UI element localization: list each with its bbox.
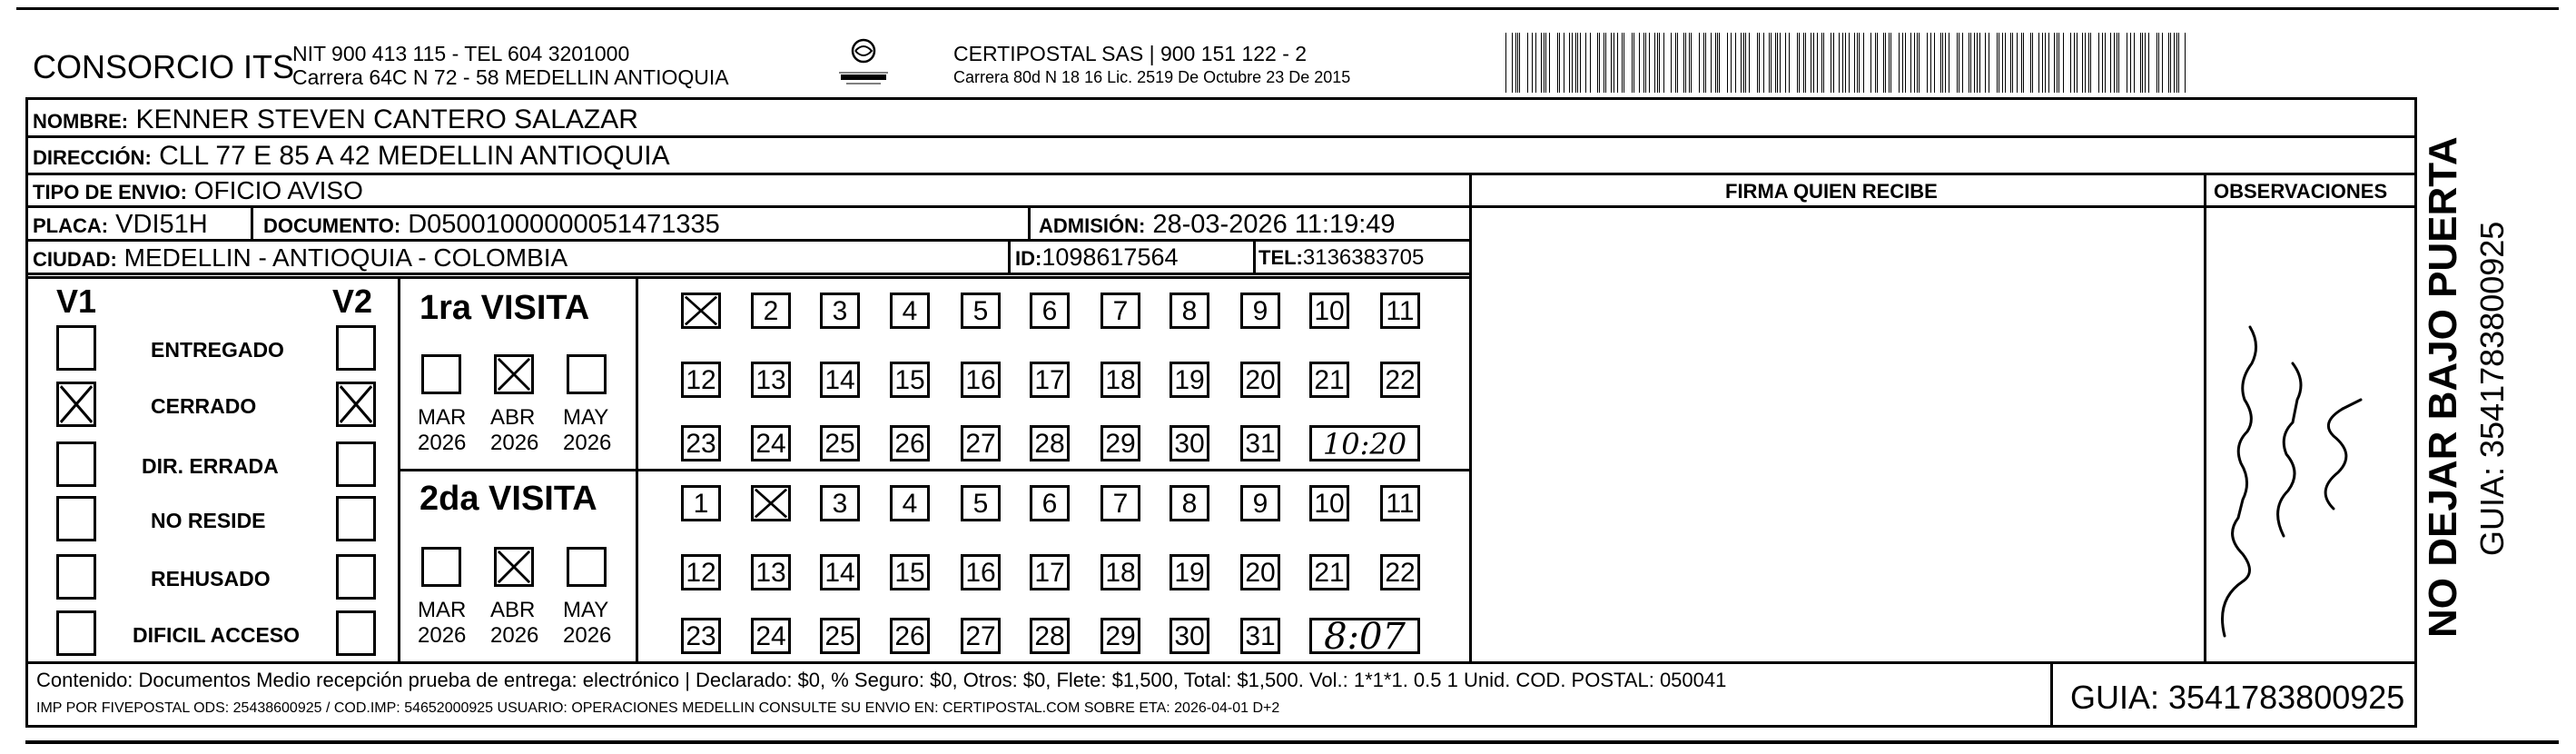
month-checkbox[interactable] [567, 547, 607, 587]
day-box[interactable]: 31 [1240, 618, 1280, 654]
day-box[interactable]: 21 [1309, 554, 1349, 590]
day-box[interactable]: 6 [1030, 485, 1070, 521]
day-box[interactable]: 20 [1240, 362, 1280, 398]
day-box[interactable]: 19 [1170, 362, 1209, 398]
day-box[interactable] [751, 485, 791, 521]
id-field [1015, 245, 1179, 270]
nombre-field [33, 106, 638, 134]
documento-field [263, 212, 720, 238]
id-value: 1098617564 [1041, 243, 1179, 271]
day-box[interactable]: 5 [961, 485, 1001, 521]
v2-checkbox[interactable] [336, 496, 376, 541]
month-label: MAR [418, 405, 467, 430]
day-box[interactable]: 17 [1030, 362, 1070, 398]
day-box[interactable]: 30 [1170, 618, 1209, 654]
day-box[interactable]: 28 [1030, 618, 1070, 654]
row-divider [25, 661, 2417, 664]
day-box[interactable]: 24 [751, 618, 791, 654]
signature-area[interactable] [1472, 208, 2204, 661]
cell-divider [2050, 661, 2053, 728]
cell-divider [1028, 205, 1031, 239]
day-box[interactable]: 11 [1380, 293, 1420, 329]
day-box[interactable]: 25 [820, 425, 860, 461]
visit-1-title: 1ra VISITA [419, 289, 590, 327]
month-label: ABR [490, 598, 536, 622]
day-box[interactable]: 26 [890, 618, 930, 654]
day-box[interactable]: 22 [1380, 362, 1420, 398]
day-box[interactable]: 3 [820, 485, 860, 521]
day-box[interactable]: 6 [1030, 293, 1070, 329]
no-dejar-warning: NO DEJAR BAJO PUERTA [2421, 136, 2465, 638]
footer-contenido: Contenido: Documentos Medio recepción prueba de entrega: electrónico | Declarado: $0, % Seguro: $0, Otros: $0, Flete: $1,500, Total: $1,500. Vol.: 1*1*1. 0.5 1 Unid. COD. POSTAL: 050041 [36, 669, 1727, 691]
v2-checkbox[interactable] [336, 554, 376, 600]
cell-divider [1253, 239, 1256, 273]
month-label: MAR [418, 598, 467, 622]
day-box[interactable]: 7 [1100, 293, 1140, 329]
v1-checkbox[interactable] [56, 325, 96, 371]
day-box[interactable]: 21 [1309, 362, 1349, 398]
certipostal-logo-icon [834, 36, 893, 87]
bottom-rule [25, 740, 2559, 744]
day-box[interactable]: 15 [890, 362, 930, 398]
v1-header: V1 [56, 283, 97, 320]
row-divider [25, 205, 1472, 208]
ciudad-value: MEDELLIN - ANTIOQUIA - COLOMBIA [123, 243, 568, 272]
placa-value: VDI51H [115, 210, 208, 239]
certipostal-address: Carrera 80d N 18 16 Lic. 2519 De Octubre 23 De 2015 [953, 68, 1351, 86]
day-box[interactable]: 27 [961, 425, 1001, 461]
certipostal-line: CERTIPOSTAL SAS | 900 151 122 - 2 [953, 42, 1308, 65]
day-box[interactable]: 20 [1240, 554, 1280, 590]
day-box[interactable]: 2 [751, 293, 791, 329]
year-label: 2026 [418, 431, 467, 455]
status-label: DIR. ERRADA [142, 454, 279, 478]
day-box[interactable]: 17 [1030, 554, 1070, 590]
day-box[interactable]: 23 [681, 425, 721, 461]
month-label: MAY [563, 405, 609, 430]
day-box[interactable]: 16 [961, 554, 1001, 590]
day-box[interactable]: 25 [820, 618, 860, 654]
day-box[interactable]: 18 [1100, 554, 1140, 590]
direccion-label: DIRECCIÓN: [33, 146, 152, 169]
month-checkbox[interactable] [421, 547, 461, 587]
top-rule [16, 7, 2559, 10]
month-checkbox[interactable] [421, 354, 461, 394]
ciudad-label: CIUDAD: [33, 248, 117, 271]
barcode [1505, 33, 2188, 93]
footer-impresion: IMP POR FIVEPOSTAL ODS: 25438600925 / COD.IMP: 54652000925 USUARIO: OPERACIONES MEDELLIN CONSULTE SU ENVIO EN: CERTIPOSTAL.COM SOBRE ETA: 2026-04-01 D+2 [36, 700, 1280, 716]
documento-value: D05001000000051471335 [408, 210, 720, 239]
v1-checkbox[interactable] [56, 610, 96, 656]
day-box[interactable]: 28 [1030, 425, 1070, 461]
day-box[interactable]: 14 [820, 554, 860, 590]
day-box[interactable]: 15 [890, 554, 930, 590]
cell-divider [1008, 239, 1011, 273]
ciudad-field [33, 245, 568, 271]
day-box[interactable]: 18 [1100, 362, 1140, 398]
month-checkbox[interactable] [494, 547, 534, 587]
year-label: 2026 [563, 623, 612, 648]
day-box[interactable]: 26 [890, 425, 930, 461]
day-box[interactable]: 31 [1240, 425, 1280, 461]
day-box[interactable] [681, 293, 721, 329]
day-box[interactable]: 12 [681, 362, 721, 398]
row-divider [25, 135, 2417, 138]
row-divider [25, 173, 2417, 175]
v2-header: V2 [332, 283, 373, 320]
visit-2-title: 2da VISITA [419, 480, 597, 518]
month-checkbox[interactable] [567, 354, 607, 394]
nombre-label: NOMBRE: [33, 110, 129, 133]
year-label: 2026 [418, 623, 467, 648]
day-box[interactable]: 9 [1240, 293, 1280, 329]
day-box[interactable]: 5 [961, 293, 1001, 329]
day-box[interactable]: 27 [961, 618, 1001, 654]
day-box[interactable]: 30 [1170, 425, 1209, 461]
v2-checkbox[interactable] [336, 325, 376, 371]
tel-value: 3136383705 [1302, 245, 1425, 270]
footer-guia: GUIA: 3541783800925 [2070, 679, 2405, 716]
day-box[interactable]: 10 [1309, 293, 1349, 329]
status-label: DIFICIL ACCESO [133, 623, 301, 647]
v1-checkbox[interactable] [56, 441, 96, 487]
company-address: Carrera 64C N 72 - 58 MEDELLIN ANTIOQUIA [292, 65, 729, 89]
v2-checkbox[interactable] [336, 610, 376, 656]
year-label: 2026 [563, 431, 612, 455]
day-box[interactable]: 11 [1380, 485, 1420, 521]
month-checkbox[interactable] [494, 354, 534, 394]
year-label: 2026 [490, 431, 539, 455]
day-box[interactable]: 29 [1100, 425, 1140, 461]
nombre-value: KENNER STEVEN CANTERO SALAZAR [135, 104, 638, 134]
month-label: ABR [490, 405, 536, 430]
side-guia: GUIA: 3541783800925 [2473, 221, 2511, 556]
day-box[interactable]: 4 [890, 485, 930, 521]
v1-checkbox[interactable] [56, 382, 96, 427]
visit-time[interactable]: 10:20 [1309, 425, 1420, 461]
admision-value: 28-03-2026 11:19:49 [1152, 210, 1396, 239]
v2-checkbox[interactable] [336, 441, 376, 487]
day-box[interactable]: 10 [1309, 485, 1349, 521]
month-label: MAY [563, 598, 609, 622]
cell-divider [251, 205, 253, 239]
tipo-field [33, 178, 363, 203]
admision-field [1039, 212, 1396, 238]
day-box[interactable]: 8 [1170, 293, 1209, 329]
day-box[interactable]: 3 [820, 293, 860, 329]
documento-label: DOCUMENTO: [263, 214, 401, 237]
day-box[interactable]: 14 [820, 362, 860, 398]
day-box[interactable]: 13 [751, 362, 791, 398]
status-label: NO RESIDE [151, 509, 266, 532]
day-box[interactable]: 7 [1100, 485, 1140, 521]
day-box[interactable]: 24 [751, 425, 791, 461]
firma-header: FIRMA QUIEN RECIBE [1725, 180, 1938, 203]
row-divider [25, 273, 1472, 275]
day-box[interactable]: 8 [1170, 485, 1209, 521]
admision-label: ADMISIÓN: [1039, 214, 1146, 237]
handwritten-observation [2206, 273, 2415, 654]
status-label: ENTREGADO [151, 338, 284, 362]
placa-label: PLACA: [33, 214, 109, 237]
day-box[interactable]: 1 [681, 485, 721, 521]
v1-checkbox[interactable] [56, 554, 96, 600]
placa-field [33, 212, 208, 238]
id-label: ID: [1015, 247, 1042, 270]
visit-time[interactable]: 8:07 [1309, 618, 1420, 654]
tipo-label: TIPO DE ENVIO: [33, 181, 187, 203]
day-box[interactable]: 22 [1380, 554, 1420, 590]
status-label: CERRADO [151, 394, 257, 418]
tipo-value: OFICIO AVISO [193, 176, 363, 204]
day-box[interactable]: 12 [681, 554, 721, 590]
v2-checkbox[interactable] [336, 382, 376, 427]
day-box[interactable]: 4 [890, 293, 930, 329]
row-divider [25, 276, 1472, 279]
tel-field [1258, 247, 1424, 269]
year-label: 2026 [490, 623, 539, 648]
row-divider [398, 469, 1472, 471]
direccion-value: CLL 77 E 85 A 42 MEDELLIN ANTIOQUIA [159, 141, 670, 171]
day-box[interactable]: 29 [1100, 618, 1140, 654]
day-box[interactable]: 9 [1240, 485, 1280, 521]
day-box[interactable]: 23 [681, 618, 721, 654]
v1-checkbox[interactable] [56, 496, 96, 541]
tel-label: TEL: [1258, 246, 1303, 269]
status-label: REHUSADO [151, 567, 271, 590]
observaciones-header: OBSERVACIONES [2214, 180, 2388, 203]
day-box[interactable]: 13 [751, 554, 791, 590]
day-box[interactable]: 16 [961, 362, 1001, 398]
day-box[interactable]: 19 [1170, 554, 1209, 590]
company-name: CONSORCIO ITS [33, 48, 295, 85]
direccion-field [33, 143, 670, 170]
nit-line: NIT 900 413 115 - TEL 604 3201000 [292, 42, 630, 65]
